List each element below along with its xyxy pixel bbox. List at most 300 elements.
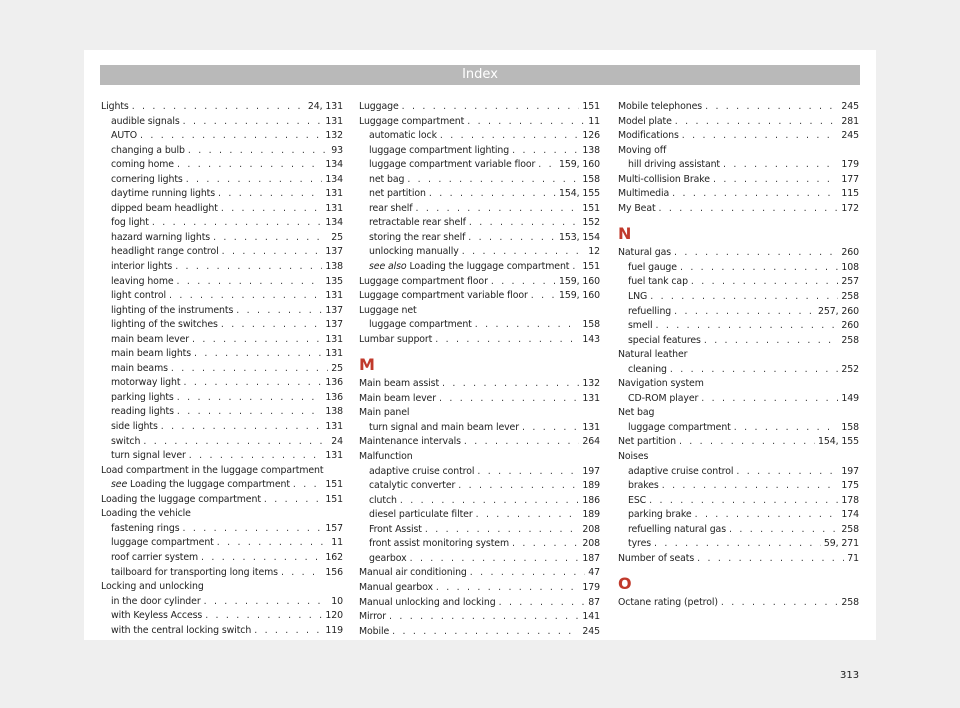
leader-dots [734, 421, 839, 436]
entry-text: luggage compartment [628, 421, 731, 433]
page-reference: 151 [325, 479, 343, 491]
leader-dots [512, 144, 579, 159]
entry-text: tyres [628, 538, 652, 550]
entry-text: parking brake [628, 509, 692, 521]
index-subentry [618, 421, 859, 436]
entry-text: tailboard for transporting long items [111, 566, 278, 578]
page-reference: 152 [582, 217, 600, 229]
leader-dots [705, 100, 838, 115]
leader-dots [221, 202, 323, 217]
page-reference: 159, 160 [559, 159, 600, 171]
entry-text: Manual air conditioning [359, 567, 467, 579]
entry-text: retractable rear shelf [369, 217, 466, 229]
page-reference: 132 [582, 378, 600, 390]
entry-text: Loading the luggage compartment [409, 261, 570, 273]
index-entry [618, 348, 859, 363]
leader-dots [691, 275, 838, 290]
leader-dots [695, 508, 839, 523]
index-entry [101, 100, 343, 115]
leader-dots [213, 231, 328, 246]
page-reference: 138 [325, 261, 343, 273]
entry-text: Lumbar support [359, 333, 433, 345]
entry-text: clutch [369, 494, 397, 506]
index-entry [618, 115, 859, 130]
page-reference: 108 [841, 261, 859, 273]
entry-text: ESC [628, 494, 647, 506]
entry-text: gearbox [369, 552, 407, 564]
index-subentry [618, 363, 859, 378]
page-reference: 252 [841, 363, 859, 375]
page-reference: 136 [325, 391, 343, 403]
index-subentry [359, 144, 600, 159]
index-subentry [101, 158, 343, 173]
index-entry [618, 187, 859, 202]
page-reference: 208 [582, 523, 600, 535]
entry-text: net bag [369, 173, 405, 185]
entry-text: changing a bulb [111, 144, 185, 156]
index-entry [618, 406, 859, 421]
index-entry [618, 552, 859, 567]
entry-text: in the door cylinder [111, 595, 201, 607]
page-reference: 131 [325, 115, 343, 127]
index-subentry [359, 508, 600, 523]
page-reference: 151 [582, 101, 600, 112]
page-reference: 149 [841, 392, 859, 404]
index-subentry [618, 334, 859, 349]
leader-dots [512, 537, 579, 552]
page-reference: 158 [841, 421, 859, 433]
index-subentry [618, 392, 859, 407]
entry-text: turn signal and main beam lever [369, 421, 519, 433]
leader-dots [222, 245, 323, 260]
page-reference: 208 [582, 538, 600, 550]
entry-text: Noises [618, 451, 649, 463]
leader-dots [177, 275, 323, 290]
leader-dots [188, 144, 328, 159]
leader-dots [140, 129, 322, 144]
page-reference: 186 [582, 494, 600, 506]
leader-dots [679, 435, 815, 450]
index-subentry [618, 158, 859, 173]
entry-text: turn signal lever [111, 450, 186, 462]
index-subentry [359, 231, 600, 246]
entry-text: LNG [628, 291, 648, 303]
index-subentry [101, 347, 343, 362]
index-subentry [101, 405, 343, 420]
page-reference: 257, 260 [818, 305, 859, 317]
page-reference: 126 [582, 130, 600, 142]
leader-dots [476, 508, 580, 523]
index-entry [618, 246, 859, 261]
leader-dots [435, 333, 579, 348]
page-reference: 245 [841, 101, 859, 112]
entry-text: main beam lights [111, 348, 192, 360]
entry-text: Luggage compartment [359, 115, 465, 127]
entry-text: coming home [111, 159, 174, 171]
entry-text: audible signals [111, 115, 180, 127]
entry-text: Moving off [618, 144, 667, 156]
index-subentry [618, 523, 859, 538]
leader-dots [177, 405, 323, 420]
entry-text: fuel tank cap [628, 276, 688, 288]
entry-text: Number of seats [618, 552, 695, 564]
leader-dots [183, 376, 322, 391]
page-reference: 245 [582, 625, 600, 637]
page-reference: 143 [582, 333, 600, 345]
leader-dots [410, 552, 580, 567]
entry-text: hill driving assistant [628, 159, 721, 171]
leader-dots [721, 596, 838, 611]
index-subentry [101, 566, 343, 581]
index-entry [618, 129, 859, 144]
index-letter-heading: M [359, 355, 375, 375]
leader-dots [407, 173, 579, 188]
index-subentry [101, 376, 343, 391]
page-reference: 134 [325, 159, 343, 171]
index-subentry [101, 595, 343, 610]
leader-dots [161, 420, 323, 435]
page-reference: 71 [847, 552, 859, 564]
index-subentry [101, 289, 343, 304]
entry-text: with the central locking switch [111, 624, 252, 636]
index-subentry [359, 245, 600, 260]
page-reference: 159, 160 [559, 290, 600, 302]
index-entry [101, 507, 343, 522]
page-reference: 174 [841, 509, 859, 521]
leader-dots [143, 435, 328, 450]
leader-dots [470, 566, 585, 581]
index-entry [618, 435, 859, 450]
page-reference: 156 [325, 566, 343, 578]
entry-text: side lights [111, 421, 158, 433]
leader-dots [649, 494, 838, 509]
index-subentry [618, 494, 859, 509]
page-reference: 138 [582, 144, 600, 156]
leader-dots [499, 596, 586, 611]
index-entry [101, 464, 343, 479]
leader-dots [654, 537, 821, 552]
entry-text: luggage compartment [369, 319, 472, 331]
page-reference: 260 [841, 320, 859, 332]
leader-dots [538, 158, 556, 173]
entry-text: roof carrier system [111, 551, 199, 563]
page-reference: 258 [841, 291, 859, 303]
leader-dots [177, 391, 323, 406]
leader-dots [650, 290, 838, 305]
index-subentry [359, 552, 600, 567]
index-entry [359, 596, 600, 611]
index-subentry [618, 275, 859, 290]
index-subentry [359, 479, 600, 494]
entry-text: hazard warning lights [111, 231, 211, 243]
entry-text: Mobile telephones [618, 101, 703, 112]
index-subentry [101, 551, 343, 566]
index-entry [359, 581, 600, 596]
page-reference: 137 [325, 304, 343, 316]
index-subentry [101, 115, 343, 130]
entry-text: Luggage net [359, 304, 417, 316]
page-reference: 131 [325, 188, 343, 200]
index-subentry [618, 479, 859, 494]
index-subentry [618, 508, 859, 523]
page-reference: 131 [325, 333, 343, 345]
page-reference: 131 [325, 450, 343, 462]
page-reference: 158 [582, 173, 600, 185]
index-subentry [618, 305, 859, 320]
entry-text: luggage compartment lighting [369, 144, 510, 156]
index-letter-heading: O [618, 574, 632, 594]
page-reference: 245 [841, 130, 859, 142]
leader-dots [469, 216, 580, 231]
entry-text: lighting of the instruments [111, 304, 234, 316]
entry-text: Net partition [618, 436, 676, 448]
page-reference: 151 [582, 261, 600, 273]
page-reference: 159, 160 [559, 275, 600, 287]
index-subentry [101, 129, 343, 144]
leader-dots [425, 523, 580, 538]
index-subentry [101, 449, 343, 464]
index-entry [618, 144, 859, 159]
page-reference: 87 [588, 596, 600, 608]
entry-text: switch [111, 435, 141, 447]
index-entry [359, 610, 600, 625]
leader-dots [440, 129, 579, 144]
page-title: Index [100, 65, 860, 85]
leader-dots [729, 523, 838, 538]
leader-dots [429, 187, 556, 202]
entry-text: Maintenance intervals [359, 436, 461, 448]
index-entry [359, 115, 600, 130]
index-entry [359, 377, 600, 392]
index-subentry [101, 333, 343, 348]
page-reference: 178 [841, 494, 859, 506]
index-subentry [101, 245, 343, 260]
entry-text: rear shelf [369, 202, 413, 214]
page-reference: 131 [325, 290, 343, 302]
entry-text: Mobile [359, 625, 390, 637]
page-number: 313 [840, 670, 860, 681]
index-subentry [618, 537, 859, 552]
entry-text: light control [111, 290, 166, 302]
page-reference: 131 [325, 421, 343, 433]
index-subentry [359, 158, 600, 173]
entry-text: cornering lights [111, 173, 183, 185]
index-entry [359, 406, 600, 421]
entry-text: Multi-collision Brake [618, 173, 710, 185]
entry-text: Manual gearbox [359, 581, 433, 593]
entry-text: Luggage compartment floor [359, 275, 488, 287]
entry-text: Locking and unlocking [101, 581, 204, 593]
entry-text: parking lights [111, 391, 174, 403]
leader-dots [194, 347, 322, 362]
leader-dots [189, 449, 323, 464]
leader-dots [400, 494, 580, 509]
leader-dots [171, 362, 328, 377]
index-entry [618, 450, 859, 465]
leader-dots [152, 216, 323, 231]
entry-text: net partition [369, 188, 426, 200]
entry-text: Lights [101, 101, 129, 112]
page-reference: 120 [325, 610, 343, 622]
page-reference: 11 [588, 115, 600, 127]
index-subentry [101, 173, 343, 188]
index-subentry [101, 420, 343, 435]
page-reference: 189 [582, 480, 600, 492]
index-subentry [101, 202, 343, 217]
entry-text: dipped beam headlight [111, 202, 218, 214]
leader-dots [402, 100, 580, 115]
leader-dots [183, 115, 323, 130]
entry-text: front assist monitoring system [369, 538, 509, 550]
entry-text: fog light [111, 217, 149, 229]
page-reference: 154, 155 [559, 188, 600, 200]
index-subentry [359, 537, 600, 552]
page-reference: 137 [325, 319, 343, 331]
index-subentry [359, 318, 600, 333]
entry-text: Main beam assist [359, 378, 440, 390]
page-reference: 197 [841, 465, 859, 477]
index-subentry [359, 129, 600, 144]
page-reference: 25 [331, 362, 343, 374]
entry-text: adaptive cruise control [628, 465, 734, 477]
entry-text: special features [628, 334, 701, 346]
page-reference: 157 [325, 522, 343, 534]
page-reference: 197 [582, 465, 600, 477]
leader-dots [177, 158, 322, 173]
leader-dots [281, 566, 322, 581]
page-reference: 25 [331, 231, 343, 243]
page-reference: 47 [588, 567, 600, 579]
page-reference: 115 [841, 188, 859, 200]
page-reference: 135 [325, 275, 343, 287]
page-reference: 172 [841, 202, 859, 214]
entry-text: automatic lock [369, 130, 437, 142]
entry-text: Natural gas [618, 247, 672, 259]
leader-dots [236, 304, 322, 319]
index-entry [101, 493, 343, 508]
entry-text: Main beam lever [359, 392, 436, 404]
leader-dots [468, 231, 556, 246]
entry-text: Luggage compartment variable floor [359, 290, 528, 302]
page-reference: 175 [841, 480, 859, 492]
page-reference: 151 [325, 493, 343, 505]
leader-dots [392, 625, 579, 640]
entry-text: Malfunction [359, 451, 413, 463]
entry-text: luggage compartment [111, 537, 214, 549]
page-reference: 59, 271 [823, 538, 859, 550]
entry-text: Front Assist [369, 523, 422, 535]
entry-text: Manual unlocking and locking [359, 596, 496, 608]
leader-dots [169, 289, 322, 304]
page-reference: 264 [582, 436, 600, 448]
entry-text: diesel particulate filter [369, 509, 473, 521]
leader-dots [254, 624, 322, 639]
leader-dots [462, 245, 586, 260]
leader-dots [464, 435, 580, 450]
entry-text: catalytic converter [369, 480, 456, 492]
leader-dots [221, 318, 323, 333]
leader-dots [713, 173, 838, 188]
leader-dots [439, 392, 579, 407]
page-reference: 24, 131 [307, 101, 343, 112]
index-subentry [101, 275, 343, 290]
page-reference: 134 [325, 173, 343, 185]
entry-text: lighting of the switches [111, 319, 218, 331]
index-subentry [101, 609, 343, 624]
index-subentry [359, 465, 600, 480]
index-entry [618, 377, 859, 392]
index-subentry [101, 435, 343, 450]
entry-text: AUTO [111, 130, 137, 142]
index-subentry [359, 260, 600, 275]
page-reference: 187 [582, 552, 600, 564]
leader-dots [674, 246, 838, 261]
leader-dots [218, 187, 322, 202]
entry-text: adaptive cruise control [369, 465, 475, 477]
leader-dots [670, 363, 838, 378]
leader-dots [680, 261, 838, 276]
entry-text: unlocking manually [369, 246, 459, 258]
page-reference: 24 [331, 435, 343, 447]
page-reference: 93 [331, 144, 343, 156]
leader-dots [416, 202, 580, 217]
page-reference: 162 [325, 551, 343, 563]
leader-dots [442, 377, 579, 392]
leader-dots [467, 115, 585, 130]
leader-dots [205, 609, 322, 624]
entry-text: Luggage [359, 101, 399, 112]
index-subentry [101, 391, 343, 406]
page-reference: 189 [582, 509, 600, 521]
page-reference: 258 [841, 597, 859, 609]
page-reference: 153, 154 [559, 231, 600, 243]
index-subentry [359, 523, 600, 538]
leader-dots [736, 465, 838, 480]
index-entry [359, 450, 600, 465]
index-subentry [359, 187, 600, 202]
entry-text: Main panel [359, 407, 410, 419]
index-entry [359, 625, 600, 640]
leader-dots [662, 479, 839, 494]
leader-dots [674, 305, 815, 320]
leader-dots [701, 392, 838, 407]
index-entry [618, 173, 859, 188]
index-subentry [359, 202, 600, 217]
index-entry [359, 289, 600, 304]
leader-dots [572, 260, 579, 275]
page-reference: 138 [325, 406, 343, 418]
entry-text: Model plate [618, 115, 672, 127]
see-reference: see [111, 479, 128, 491]
page-reference: 141 [582, 611, 600, 623]
index-subentry [618, 261, 859, 276]
entry-text: leaving home [111, 275, 174, 287]
entry-text: main beam lever [111, 333, 190, 345]
index-subentry [101, 144, 343, 159]
index-entry [359, 304, 600, 319]
leader-dots [186, 173, 323, 188]
entry-text: cleaning [628, 363, 667, 375]
entry-text: Multimedia [618, 188, 670, 200]
index-entry [618, 100, 859, 115]
index-entry [359, 333, 600, 348]
index-letter-heading: N [618, 224, 632, 244]
page-reference: 136 [325, 377, 343, 389]
index-entry [618, 202, 859, 217]
page-reference: 131 [582, 421, 600, 433]
leader-dots [704, 334, 839, 349]
entry-text: CD-ROM player [628, 392, 699, 404]
